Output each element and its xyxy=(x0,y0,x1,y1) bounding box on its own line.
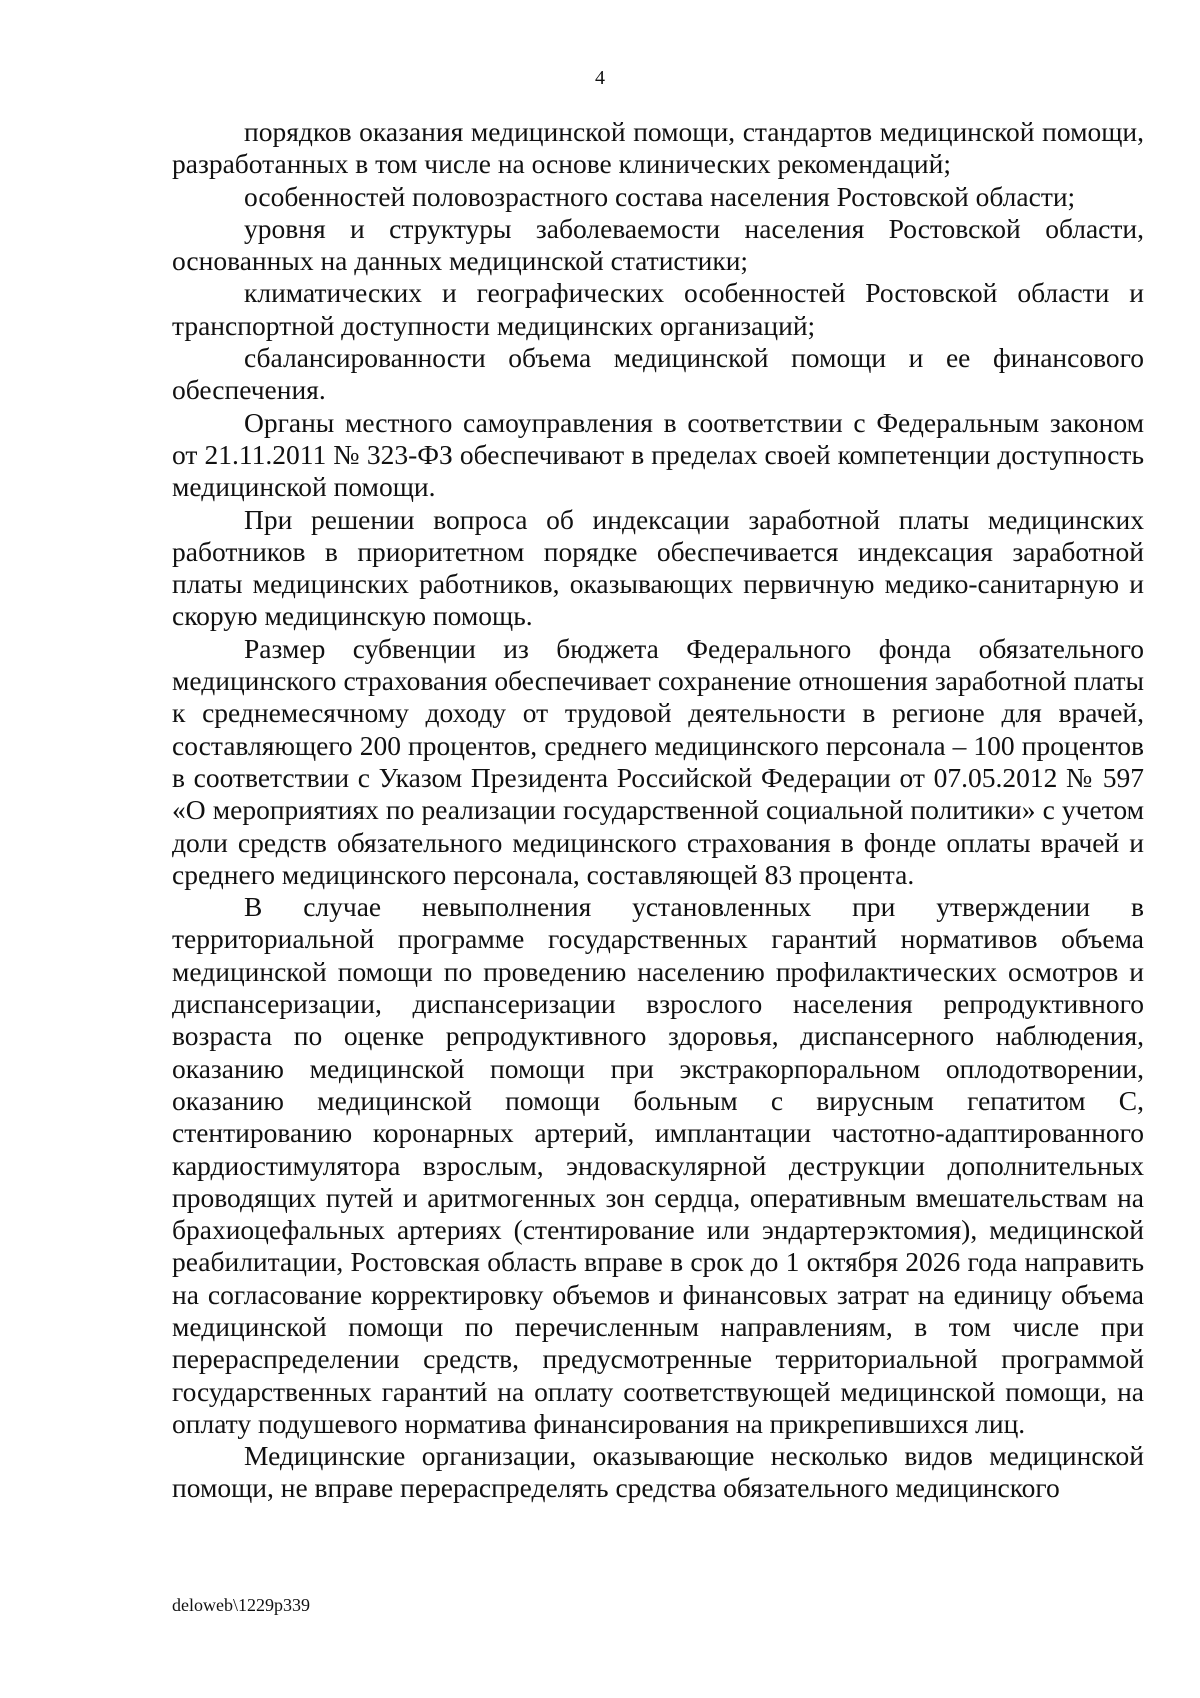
page-number: 4 xyxy=(595,67,605,89)
paragraph: особенностей половозрастного состава населения Ростовской области; xyxy=(244,180,1076,212)
paragraph: сбалансированности объема медицинской помощи и ее финансового обеспечения. xyxy=(172,342,1144,406)
paragraph: Органы местного самоуправления в соответствии с Федеральным законом от 21.11.2011 № 323-ФЗ обеспечивают в пределах своей компетенции доступность медицинской помощи. xyxy=(172,406,1144,503)
paragraph: климатических и географических особенностей Ростовской области и транспортной доступности медицинских организаций; xyxy=(172,277,1144,341)
paragraph: Медицинские организации, оказывающие несколько видов медицинской помощи, не вправе перераспределять средства обязательного медицинского xyxy=(172,1440,1144,1504)
paragraph: Размер субвенции из бюджета Федерального фонда обязательного медицинского страхования обеспечивает сохранение отношения заработной платы к среднемесячному доходу от трудовой деятельности в регионе для врачей, составляющего 200 процентов, среднего медицинского персонала – 100 процентов в соответствии с Указом Президента Российской Федерации от 07.05.2012 № 597 «О мероприятиях по реализации государственной социальной политики» с учетом доли средств обязательного медицинского страхования в фонде оплаты врачей и среднего медицинского персонала, составляющей 83 процента. xyxy=(172,632,1144,890)
paragraph: порядков оказания медицинской помощи, стандартов медицинской помощи, разработанных в том числе на основе клинических рекомендаций; xyxy=(172,116,1144,180)
document-code-footer: deloweb\1229p339 xyxy=(172,1595,310,1615)
paragraph: При решении вопроса об индексации заработной платы медицинских работников в приоритетном порядке обеспечивается индексация заработной платы медицинских работников, оказывающих первичную медико-санитарную и скорую медицинскую помощь. xyxy=(172,503,1144,632)
paragraph: В случае невыполнения установленных при утверждении в территориальной программе государственных гарантий нормативов объема медицинской помощи по проведению населению профилактических осмотров и диспансеризации, диспансеризации взрослого населения репродуктивного возраста по оценке репродуктивного здоровья, диспансерного наблюдения, оказанию медицинской помощи при экстракорпоральном оплодотворении, оказанию медицинской помощи больным с вирусным гепатитом С, стентированию коронарных артерий, имплантации частотно-адаптированного кардиостимулятора взрослым, эндоваскулярной деструкции дополнительных проводящих путей и аритмогенных зон сердца, оперативным вмешательствам на брахиоцефальных артериях (стентирование или эндартерэктомия), медицинской реабилитации, Ростовская область вправе в срок до 1 октября 2026 года направить на согласование корректировку объемов и финансовых затрат на единицу объема медицинской помощи по перечисленным направлениям, в том числе при перераспределении средств, предусмотренные территориальной программой государственных гарантий на оплату соответствующей медицинской помощи, на оплату подушевого норматива финансирования на прикрепившихся лиц. xyxy=(172,891,1144,1439)
document-body xyxy=(172,116,1144,1505)
paragraph: уровня и структуры заболеваемости населения Ростовской области, основанных на данных медицинской статистики; xyxy=(172,212,1144,277)
